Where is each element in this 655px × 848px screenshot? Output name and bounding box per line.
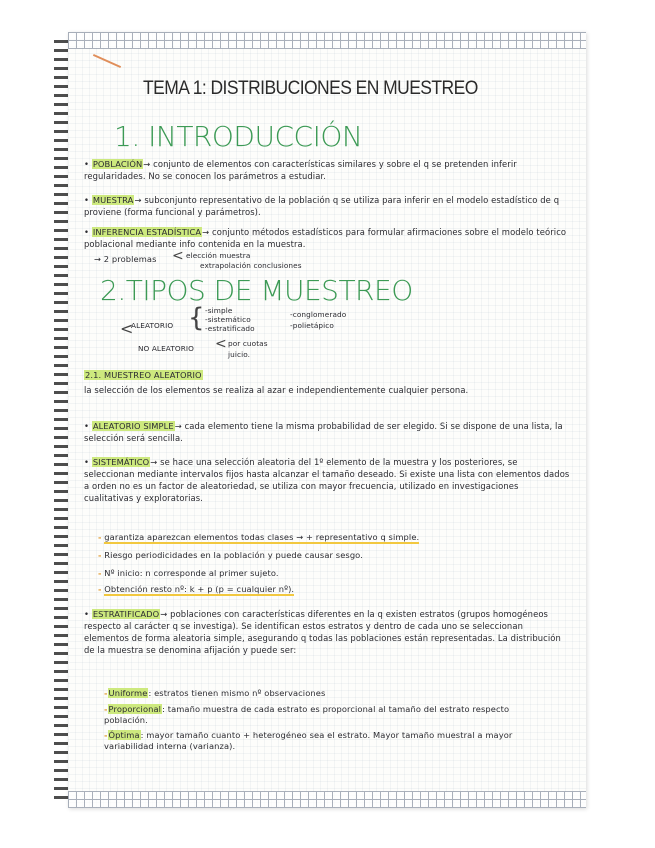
no-aleatorio-cuotas: por cuotas [228,339,268,348]
aleatorio-simple-paragraph: • ALEATORIO SIMPLE→ cada elemento tiene la misma probabilidad de ser elegido. Si se dispone de una lista, la selección será sencilla. [84,421,563,443]
muestreo-aleatorio-text: la selección de los elementos se realiza al azar e independientemente cualquier persona. [84,385,469,395]
estratificado-paragraph: • ESTRATIFICADO→ poblaciones con características diferentes en la q existen estratos (grupos homogéneos respecto al carácter q se investiga). Se identifican estos estratos y dentro de cada uno se seleccionan elementos de forma aleatoria simple, asegurando q todas las poblaciones están representadas. La distribución de la muestra se denomina afijación y puede ser: [84,609,561,655]
problema-1: elección muestra [186,251,251,260]
aleatorio-sistematico: -sistemático [205,315,251,324]
sistematico-point-3: - Nº inicio: n corresponde al primer sujeto. [98,568,279,578]
tipo-no-aleatorio: NO ALEATORIO [138,344,194,353]
problema-2: extrapolación conclusiones [200,261,302,270]
brace-aleatorio: { [188,303,205,333]
simple-text: → cada elemento tiene la misma probabilidad de ser elegido. Si se dispone de una lista, la selección será sencilla. [84,421,563,443]
muestra-label: MUESTRA [92,195,134,205]
sistematico-point-1: - garantiza aparezcan elementos todas clases → + representativo q simple. [98,532,420,542]
aleatorio-polietapico: -polietápico [290,321,334,330]
inferencia-paragraph: • INFERENCIA ESTADÍSTICA→ conjunto métodos estadísticos para formular afirmaciones sobre el modelo teórico poblacional mediante info contenida en la muestra. [84,227,567,249]
section-heading-introduccion: 1. INTRODUCCIÓN [114,120,363,153]
muestra-paragraph: • MUESTRA→ subconjunto representativo de la población q se utiliza para inferir en el modelo estadístico de q proviene (forma funcional y parámetros). [84,195,560,217]
aleatorio-estratificado: -estratificado [205,324,255,333]
inferencia-label: INFERENCIA ESTADÍSTICA [92,227,202,237]
brace-less-than: < [172,248,184,264]
sistematico-point-4: - Obtención resto nº: k + p (p = cualquier nº). [98,584,295,594]
sistematico-text: → se hace una selección aleatoria del 1º elemento de la muestra y los posteriores, se seleccionan mediante intervalos fijos hasta alcanzar el tamaño deseado. Si existe una lista con elementos dados a orden no es un factor de aleatoriedad, se utiliza con mayor frecuencia, utilizado en investigaciones cualitativas y exploratorias. [84,457,570,503]
sistematico-point-2: - Riesgo periodicidades en la población y puede causar sesgo. [98,550,363,560]
bottom-grid-margin [68,791,586,808]
inferencia-text: → conjunto métodos estadísticos para formular afirmaciones sobre el modelo teórico poblacional mediante info contenida en la muestra. [84,227,567,249]
sistematico-label: SISTEMÁTICO [92,457,150,467]
estratificado-point-proporcional: -Proporcional: tamaño muestra de cada estrato es proporcional al tamaño del estrato respecto población. [104,704,510,725]
brace-no-aleatorio: < [215,336,227,352]
poblacion-text: → conjunto de elementos con características similares y sobre el q se pretenden inferir regularidades. No se conocen los parámetros a estudiar. [84,159,517,181]
problemas-lead: → 2 problemas [94,254,157,264]
estratificado-text: → poblaciones con características diferentes en la q existen estratos (grupos homogéneos respecto al carácter q se investiga). Se identifican estos estratos y dentro de cada uno se seleccionan elementos de forma aleatoria simple, asegurando q todas las poblaciones están representadas. La distribución de la muestra se denomina afijación y puede ser: [84,609,561,655]
aleatorio-simple: -simple [205,306,233,315]
page-title: TEMA 1: DISTRIBUCIONES EN MUESTREO [143,78,478,99]
no-aleatorio-juicio: juicio. [228,350,251,359]
muestreo-aleatorio-heading: 2.1. MUESTREO ALEATORIO [85,370,202,380]
estratificado-point-uniforme: -Uniforme: estratos tienen mismo nº observaciones [104,688,326,698]
top-grid-margin [68,32,586,49]
section-heading-tipos: 2.TIPOS DE MUESTREO [100,274,413,307]
simple-label: ALEATORIO SIMPLE [92,421,174,431]
notebook-spiral [54,40,68,800]
aleatorio-conglomerado: -conglomerado [290,310,347,319]
sistematico-paragraph: • SISTEMÁTICO→ se hace una selección aleatoria del 1º elemento de la muestra y los posteriores, se seleccionan mediante intervalos fijos hasta alcanzar el tamaño deseado. Si existe una lista con elementos dados a orden no es un factor de aleatoriedad, se utiliza con mayor frecuencia, utilizado en investigaciones cualitativas y exploratorias. [84,457,570,503]
tipo-aleatorio: ALEATORIO [131,321,174,330]
brace-tipos: < [120,319,134,338]
muestra-text: → subconjunto representativo de la población q se utiliza para inferir en el modelo estadístico de q proviene (forma funcional y parámetros). [84,195,560,217]
estratificado-label: ESTRATIFICADO [92,609,160,619]
estratificado-point-optima: -Óptima: mayor tamaño cuanto + heterogéneo sea el estrato. Mayor tamaño muestral a mayor variabilidad interna (varianza). [104,730,513,751]
poblacion-label: POBLACIÓN [92,159,143,169]
poblacion-paragraph: • POBLACIÓN→ conjunto de elementos con características similares y sobre el q se pretenden inferir regularidades. No se conocen los parámetros a estudiar. [84,159,517,181]
